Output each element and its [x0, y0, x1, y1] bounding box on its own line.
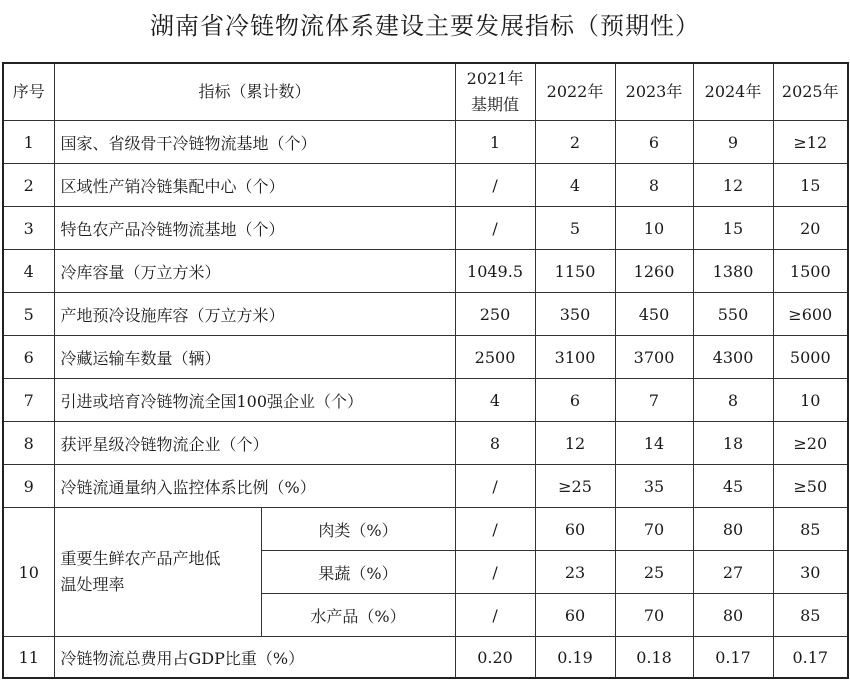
table-row: [3, 637, 848, 679]
cell-2022: 350: [535, 293, 615, 336]
table-row-10-meat: [3, 508, 848, 551]
cell-2023: 35: [615, 465, 693, 508]
header-seq: 序号: [3, 63, 54, 121]
table-row: [3, 250, 848, 293]
row-seq: 11: [3, 637, 54, 679]
cell-2024: 12: [693, 164, 773, 207]
row-indicator: 冷库容量（万立方米）: [54, 250, 455, 293]
cell-2025: 85: [773, 594, 848, 637]
cell-2023: 25: [615, 551, 693, 594]
cell-2025: ≥12: [773, 121, 848, 164]
page-title: 湖南省冷链物流体系建设主要发展指标（预期性）: [150, 12, 700, 40]
row-seq: 5: [3, 293, 54, 336]
cell-2023: 6: [615, 121, 693, 164]
row-seq: 1: [3, 121, 54, 164]
cell-2021: /: [455, 551, 535, 594]
indicator-table: [2, 62, 849, 679]
cell-2021: 1: [455, 121, 535, 164]
cell-2022: 2: [535, 121, 615, 164]
header-2021-line2: 基期值: [471, 95, 520, 114]
cell-2024: 27: [693, 551, 773, 594]
cell-2022: 5: [535, 207, 615, 250]
cell-2024: 80: [693, 508, 773, 551]
sub-indicator: 肉类（%）: [261, 508, 455, 551]
cell-2022: 12: [535, 422, 615, 465]
cell-2025: 30: [773, 551, 848, 594]
cell-2024: 18: [693, 422, 773, 465]
cell-2022: 6: [535, 379, 615, 422]
cell-2025: 1500: [773, 250, 848, 293]
header-indicator: 指标（累计数）: [54, 63, 455, 121]
row-indicator: 区域性产销冷链集配中心（个）: [54, 164, 455, 207]
cell-2021: /: [455, 594, 535, 637]
cell-2025: ≥600: [773, 293, 848, 336]
cell-2024: 8: [693, 379, 773, 422]
table-row: [3, 336, 848, 379]
row-indicator: 冷链流通量纳入监控体系比例（%）: [54, 465, 455, 508]
cell-2022: 0.19: [535, 637, 615, 679]
cell-2025: ≥20: [773, 422, 848, 465]
header-2023: 2023年: [615, 63, 693, 121]
cell-2025: 0.17: [773, 637, 848, 679]
header-2021: [455, 63, 535, 121]
cell-2023: 10: [615, 207, 693, 250]
cell-2024: 15: [693, 207, 773, 250]
cell-2025: 15: [773, 164, 848, 207]
row-indicator: 冷链物流总费用占GDP比重（%）: [54, 637, 455, 679]
cell-2023: 70: [615, 594, 693, 637]
cell-2023: 3700: [615, 336, 693, 379]
cell-2024: 80: [693, 594, 773, 637]
row-indicator: 获评星级冷链物流企业（个）: [54, 422, 455, 465]
cell-2025: 85: [773, 508, 848, 551]
header-2025: 2025年: [773, 63, 848, 121]
table-row: [3, 121, 848, 164]
row-seq: 10: [3, 508, 54, 637]
row-indicator: 冷藏运输车数量（辆）: [54, 336, 455, 379]
cell-2024: 0.17: [693, 637, 773, 679]
cell-2021: /: [455, 508, 535, 551]
header-row: [3, 63, 848, 121]
cell-2023: 70: [615, 508, 693, 551]
cell-2024: 45: [693, 465, 773, 508]
row-indicator: 国家、省级骨干冷链物流基地（个）: [54, 121, 455, 164]
table-row: [3, 207, 848, 250]
cell-2023: 450: [615, 293, 693, 336]
row-indicator: 引进或培育冷链物流全国100强企业（个）: [54, 379, 455, 422]
row-seq: 2: [3, 164, 54, 207]
cell-2023: 1260: [615, 250, 693, 293]
cell-2021: 250: [455, 293, 535, 336]
cell-2023: 14: [615, 422, 693, 465]
cell-2025: 20: [773, 207, 848, 250]
sub-indicator: 果蔬（%）: [261, 551, 455, 594]
cell-2024: 4300: [693, 336, 773, 379]
cell-2021: 8: [455, 422, 535, 465]
cell-2025: ≥50: [773, 465, 848, 508]
sub-indicator: 水产品（%）: [261, 594, 455, 637]
row-seq: 3: [3, 207, 54, 250]
table-row: [3, 293, 848, 336]
table-row: [3, 465, 848, 508]
cell-2022: 60: [535, 594, 615, 637]
cell-2024: 1380: [693, 250, 773, 293]
cell-2024: 550: [693, 293, 773, 336]
cell-2025: 10: [773, 379, 848, 422]
table-row: [3, 422, 848, 465]
row-seq: 6: [3, 336, 54, 379]
header-2021-line1: 2021年: [466, 69, 524, 88]
row-seq: 7: [3, 379, 54, 422]
row-seq: 4: [3, 250, 54, 293]
cell-2021: 1049.5: [455, 250, 535, 293]
row-seq: 9: [3, 465, 54, 508]
cell-2022: 4: [535, 164, 615, 207]
cell-2021: 4: [455, 379, 535, 422]
cell-2022: 60: [535, 508, 615, 551]
cell-2023: 7: [615, 379, 693, 422]
table-row: [3, 164, 848, 207]
cell-2021: 0.20: [455, 637, 535, 679]
cell-2022: ≥25: [535, 465, 615, 508]
table-row: [3, 379, 848, 422]
cell-2023: 8: [615, 164, 693, 207]
cell-2021: /: [455, 164, 535, 207]
row-indicator: 特色农产品冷链物流基地（个）: [54, 207, 455, 250]
header-2022: 2022年: [535, 63, 615, 121]
cell-2024: 9: [693, 121, 773, 164]
cell-2021: 2500: [455, 336, 535, 379]
cell-2021: /: [455, 207, 535, 250]
row-indicator-group-line2: 温处理率: [60, 575, 125, 594]
row-indicator-group: [54, 508, 261, 637]
row-seq: 8: [3, 422, 54, 465]
cell-2022: 3100: [535, 336, 615, 379]
cell-2021: /: [455, 465, 535, 508]
cell-2022: 1150: [535, 250, 615, 293]
header-2024: 2024年: [693, 63, 773, 121]
row-indicator: 产地预冷设施库容（万立方米）: [54, 293, 455, 336]
row-indicator-group-line1: 重要生鲜农产品产地低: [60, 549, 221, 568]
cell-2022: 23: [535, 551, 615, 594]
cell-2025: 5000: [773, 336, 848, 379]
cell-2023: 0.18: [615, 637, 693, 679]
